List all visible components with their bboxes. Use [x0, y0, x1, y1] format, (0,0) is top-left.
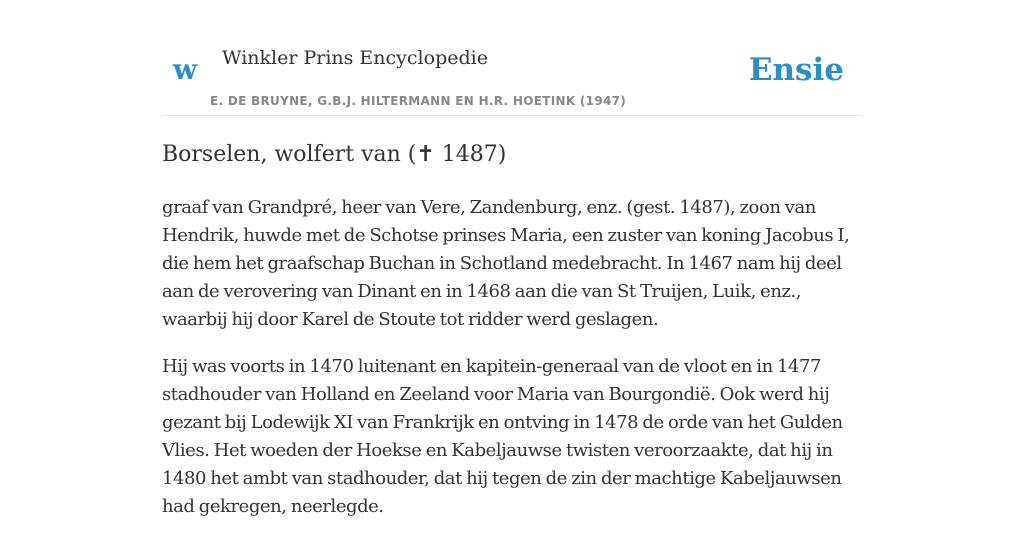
- source-authors: E. DE BRUYNE, G.B.J. HILTERMANN EN H.R. HOETINK (1947): [210, 94, 627, 108]
- source-logo-icon[interactable]: w: [173, 53, 198, 86]
- source-header: [162, 0, 862, 116]
- source-title-link[interactable]: Winkler Prins Encyclopedie: [222, 47, 488, 69]
- page: [162, 0, 862, 540]
- entry-body: [162, 194, 862, 521]
- entry-title: Borselen, wolfert van (✝ 1487): [162, 142, 507, 167]
- entry-paragraph: Hij was voorts in 1470 luitenant en kapitein-generaal van de vloot en in 1477 stadhouder van Holland en Zeeland voor Maria van Bourgondië. Ook werd hij gezant bij Lodewijk XI van Frankrijk en ontving in 1478 de orde van het Gulden Vlies. Het woeden der Hoekse en Kabeljauwse twisten veroorzaakte, dat hij in 1480 het ambt van stadhouder, dat hij tegen de zin der machtige Kabeljauwsen had gekregen, neerlegde.: [162, 356, 843, 517]
- entry-paragraph: graaf van Grandpré, heer van Vere, Zandenburg, enz. (gest. 1487), zoon van Hendrik, huwde met de Schotse prinses Maria, een zuster van koning Jacobus I, die hem het graafschap Buchan in Schotland medebracht. In 1467 nam hij deel aan de verovering van Dinant en in 1468 aan die van St Truijen, Luik, enz., waarbij hij door Karel de Stoute tot ridder werd geslagen.: [162, 197, 850, 330]
- ensie-logo-link[interactable]: Ensie: [748, 52, 844, 88]
